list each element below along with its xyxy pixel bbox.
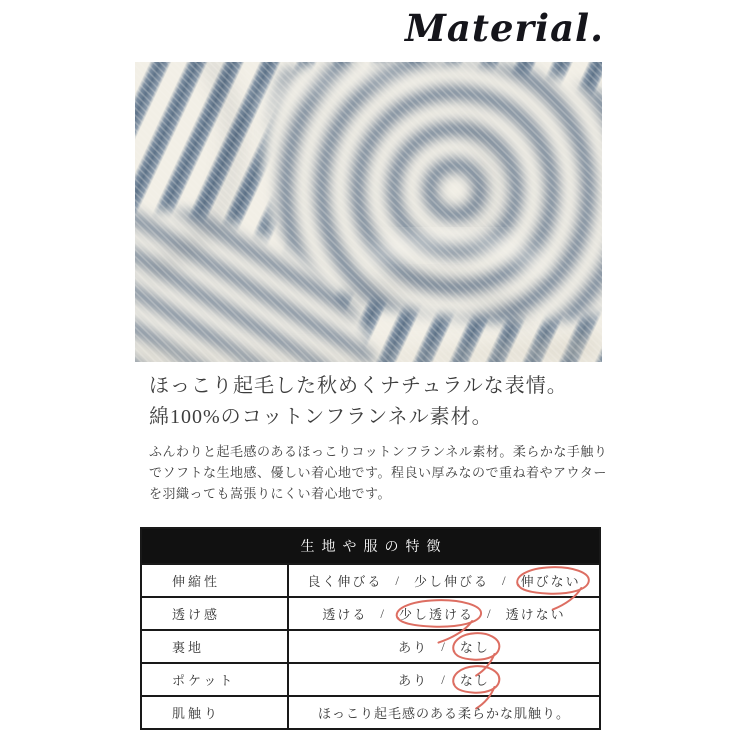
option-stretch-well: 良く伸びる <box>307 574 383 589</box>
row-label-texture: 肌触り <box>142 697 289 728</box>
option-separator: / <box>487 605 493 621</box>
spec-row-pocket <box>142 662 599 695</box>
option-label: なし <box>459 673 490 688</box>
lead-line-2: 綿100%のコットンフランネル素材。 <box>149 406 493 428</box>
spec-row-sheerness <box>142 596 599 629</box>
description-text: ふんわりと起毛感のあるほっこりコットンフランネル素材。柔らかな手触りでソフトな生地感、優しい着心地です。程良い厚みなので重ね着やアウターを羽織っても嵩張りにくい着心地です。 <box>149 444 608 501</box>
row-value-texture <box>289 697 599 728</box>
fabric-photo <box>135 62 602 362</box>
option-pocket-yes: あり <box>398 673 429 688</box>
option-slightly-sheer-selected <box>397 604 476 623</box>
lead-copy <box>149 371 568 433</box>
option-lining-yes: あり <box>398 640 429 655</box>
row-value-sheerness <box>289 598 599 629</box>
option-not-sheer: 透けない <box>505 607 566 622</box>
option-separator: / <box>502 572 508 588</box>
spec-row-stretch <box>142 563 599 596</box>
page-title: Material. <box>404 6 604 50</box>
row-value-lining <box>289 631 599 662</box>
option-stretch-none-selected <box>519 571 583 590</box>
option-lining-none-selected <box>458 637 492 656</box>
spec-row-texture <box>142 695 599 728</box>
row-label-stretch: 伸縮性 <box>142 565 289 596</box>
option-pocket-none-selected <box>458 670 492 689</box>
spec-table-header: 生地や服の特徴 <box>142 529 599 563</box>
option-label: 伸びない <box>520 574 581 589</box>
row-value-stretch <box>289 565 599 596</box>
option-separator: / <box>441 671 447 687</box>
option-sheer: 透ける <box>322 607 368 622</box>
row-label-sheerness: 透け感 <box>142 598 289 629</box>
option-separator: / <box>441 638 447 654</box>
option-separator: / <box>395 572 401 588</box>
striped-fabric-illustration <box>135 62 602 362</box>
option-separator: / <box>380 605 386 621</box>
row-label-pocket: ポケット <box>142 664 289 695</box>
option-label: 少し透ける <box>398 607 474 622</box>
option-stretch-little: 少し伸びる <box>413 574 489 589</box>
row-value-pocket <box>289 664 599 695</box>
texture-description: ほっこり起毛感のある柔らかな肌触り。 <box>317 706 570 721</box>
spec-table <box>140 527 601 730</box>
lead-line-1: ほっこり起毛した秋めくナチュラルな表情。 <box>149 375 568 397</box>
option-label: なし <box>459 640 490 655</box>
row-label-lining: 裏地 <box>142 631 289 662</box>
spec-row-lining <box>142 629 599 662</box>
